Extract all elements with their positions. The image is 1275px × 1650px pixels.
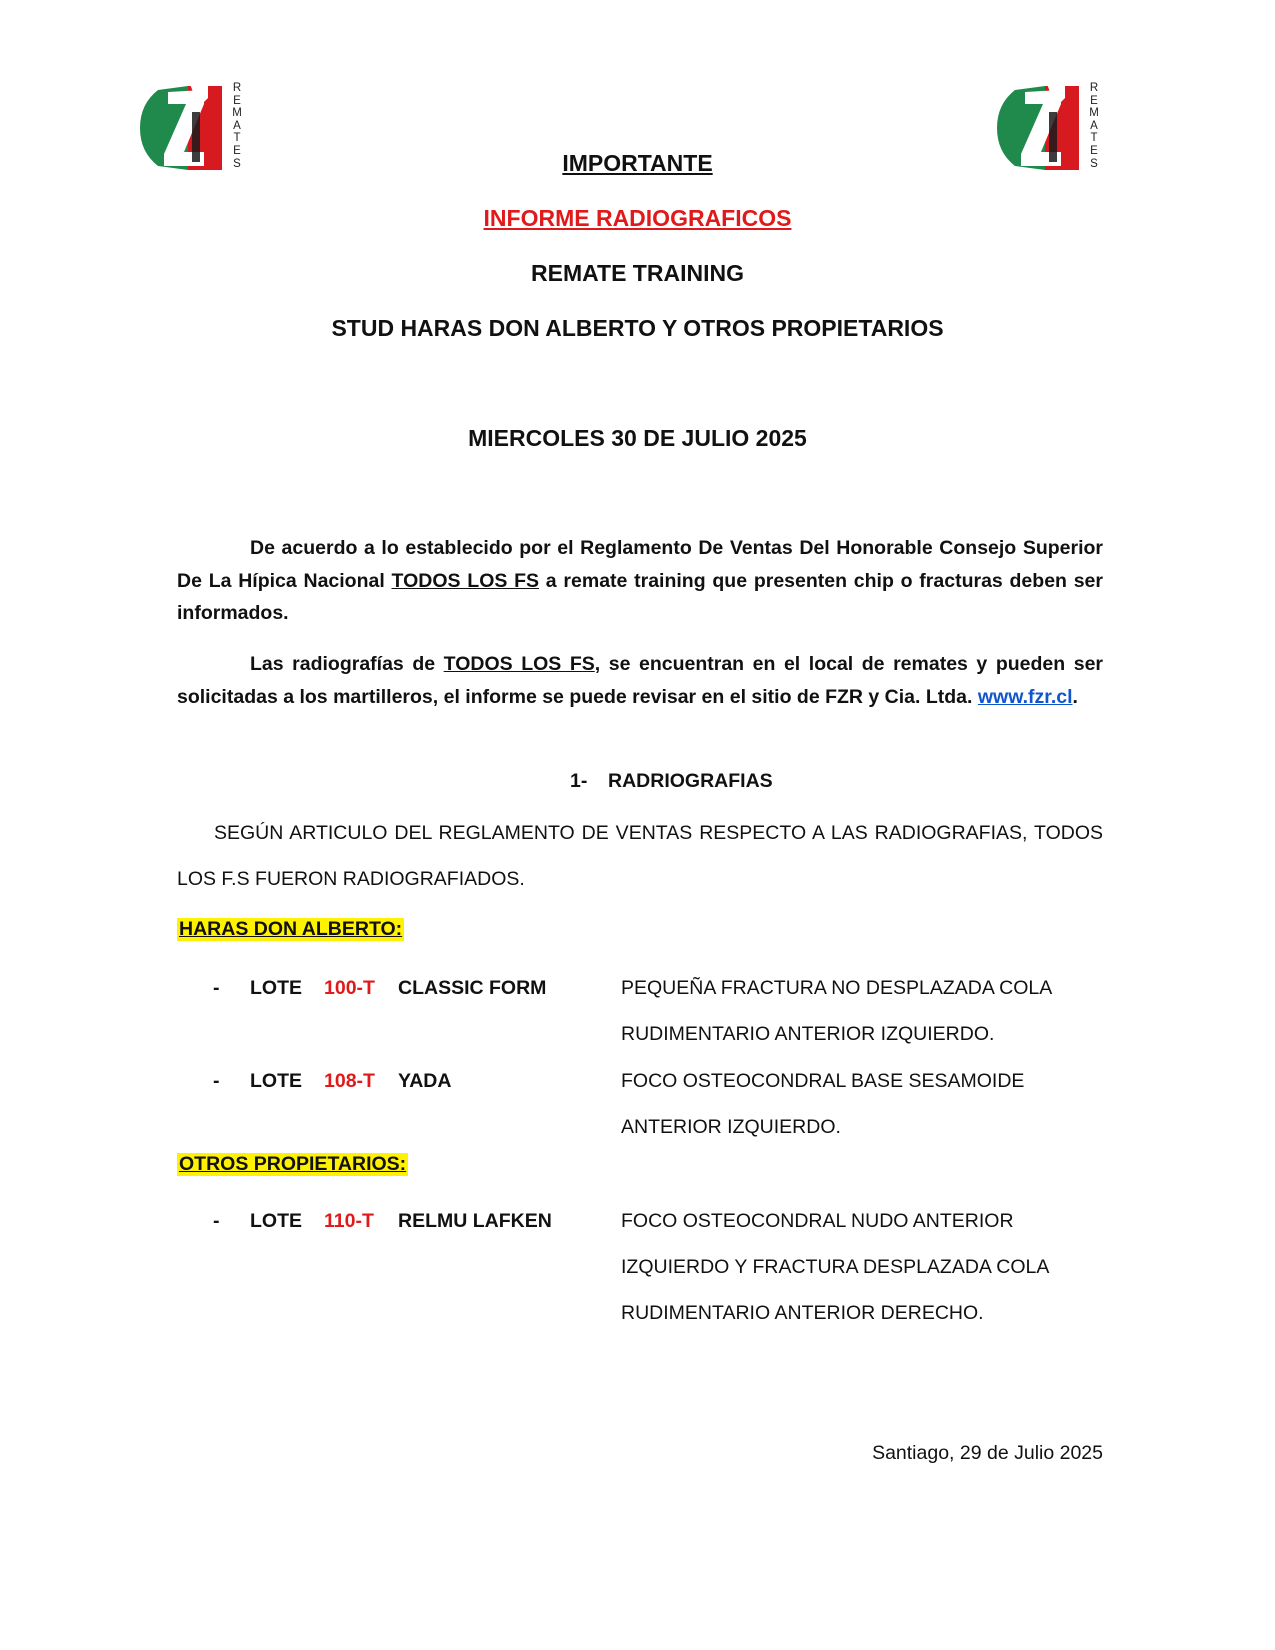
section-title-radiografias <box>570 770 773 793</box>
logo-remates-wordmark: R E M A T E S <box>232 82 242 170</box>
finding-description: FOCO OSTEOCONDRAL NUDO ANTERIOR IZQUIERDO Y FRACTURA DESPLAZADA COLA RUDIMENTARIO ANTERIOR DERECHO. <box>621 1210 1049 1324</box>
horse-name: YADA <box>398 1070 452 1092</box>
lot-label: LOTE <box>250 1070 302 1092</box>
group-title-haras-don-alberto: HARAS DON ALBERTO: <box>179 918 403 940</box>
paragraph-radiografias <box>177 648 1103 713</box>
heading-remate-training: REMATE TRAINING <box>531 260 744 286</box>
lot-label: LOTE <box>250 977 302 999</box>
emphasis-todos-los-fs: TODOS LOS FS <box>391 569 540 592</box>
list-bullet: - <box>213 977 220 999</box>
heading-importante: IMPORTANTE <box>562 150 713 176</box>
lot-code: 108-T <box>324 1070 375 1092</box>
list-bullet: - <box>213 1070 220 1092</box>
heading-stud: STUD HARAS DON ALBERTO Y OTROS PROPIETARIOS <box>331 315 944 341</box>
paragraph-articulo: SEGÚN ARTICULO DEL REGLAMENTO DE VENTAS RESPECTO A LAS RADIOGRAFIAS, TODOS LOS F.S FUERON RADIOGRAFIADOS. <box>177 822 1103 890</box>
paragraph-reglamento <box>177 532 1103 630</box>
horse-name: CLASSIC FORM <box>398 977 547 999</box>
paragraph-text: . <box>1072 685 1078 708</box>
horse-name: RELMU LAFKEN <box>398 1210 552 1232</box>
lot-code: 100-T <box>324 977 375 999</box>
paragraph-text: De acuerdo a lo establecido por el Reglamento De Ventas Del Honorable Consejo Superior De La Hípica Nacional <box>177 537 1103 592</box>
signoff-place-date: Santiago, 29 de Julio 2025 <box>872 1442 1103 1464</box>
lot-code: 110-T <box>324 1210 374 1232</box>
finding-description: FOCO OSTEOCONDRAL BASE SESAMOIDE ANTERIOR IZQUIERDO. <box>621 1070 1025 1138</box>
paragraph-text: , se encuentran en el local de remates y pueden ser solicitadas a los martilleros, el informe se puede revisar en el sitio de FZR y Cia. Ltda. <box>177 653 1104 708</box>
logo-remates-wordmark: R E M A T E S <box>1089 82 1099 170</box>
finding-description: PEQUEÑA FRACTURA NO DESPLAZADA COLA RUDIMENTARIO ANTERIOR IZQUIERDO. <box>621 977 1052 1045</box>
fzr-website-link[interactable]: www.fzr.cl <box>977 685 1073 708</box>
section-title-text: RADRIOGRAFIAS <box>608 770 773 792</box>
emphasis-todos-los-fs: TODOS LOS FS <box>443 653 595 675</box>
list-bullet: - <box>213 1210 220 1232</box>
group-title-otros-propietarios: OTROS PROPIETARIOS: <box>179 1153 407 1175</box>
paragraph-text: Las radiografías de <box>250 653 444 675</box>
heading-fecha: MIERCOLES 30 DE JULIO 2025 <box>468 425 807 451</box>
lot-label: LOTE <box>250 1210 302 1232</box>
paragraph-text: a remate training que presenten chip o fracturas deben ser informados. <box>177 569 1103 624</box>
section-number: 1- <box>570 770 588 792</box>
heading-informe-radiograficos: INFORME RADIOGRAFICOS <box>483 205 792 231</box>
